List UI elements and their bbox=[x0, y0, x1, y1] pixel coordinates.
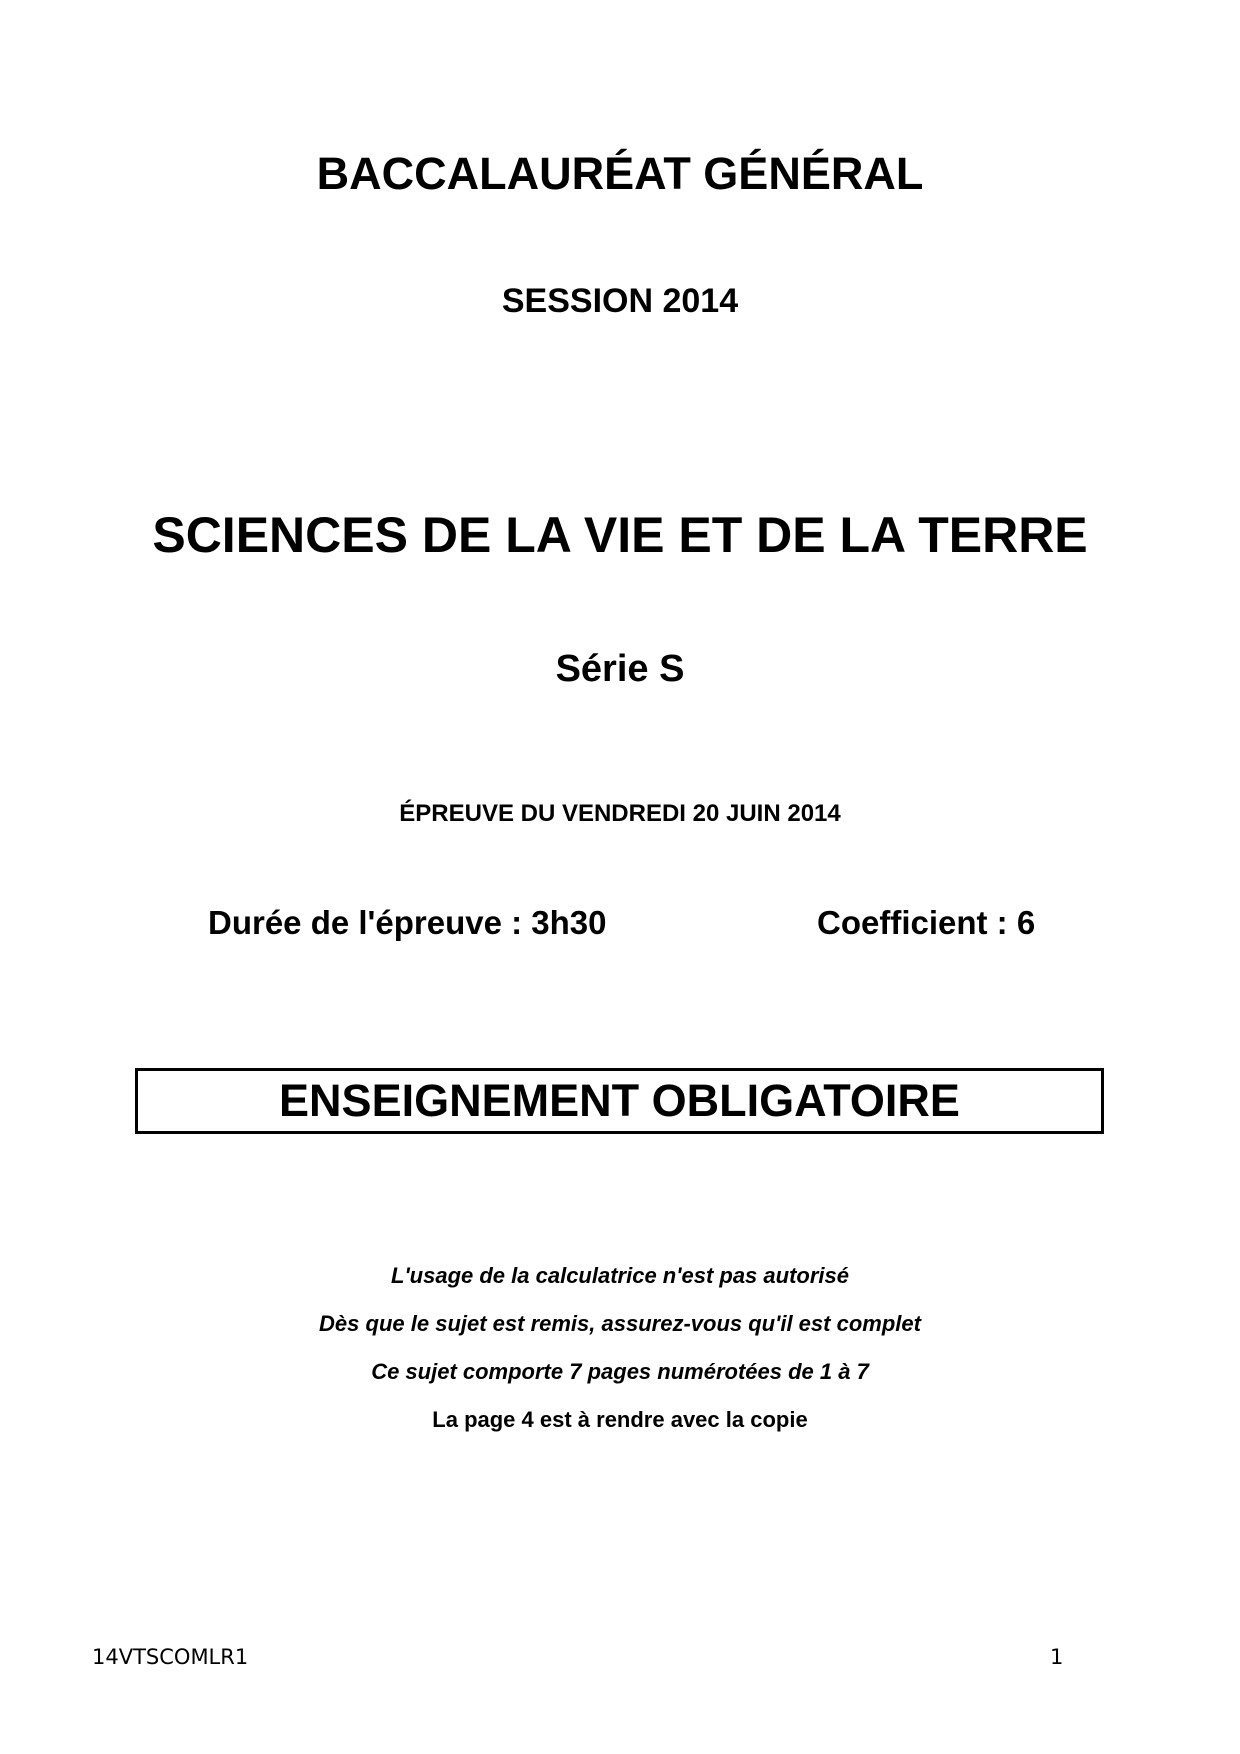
exam-title: BACCALAURÉAT GÉNÉRAL bbox=[316, 148, 924, 199]
session-label: SESSION 2014 bbox=[501, 282, 739, 320]
track-label: ENSEIGNEMENT OBLIGATOIRE bbox=[279, 1075, 960, 1126]
footer-code: 14VTSCOMLR1 bbox=[92, 1645, 249, 1669]
exam-date: ÉPREUVE DU VENDREDI 20 JUIN 2014 bbox=[399, 800, 841, 827]
instruction-page-count: Ce sujet comporte 7 pages numérotées de 1 à 7 bbox=[371, 1359, 869, 1384]
instruction-return-page: La page 4 est à rendre avec la copie bbox=[432, 1407, 808, 1432]
track-box bbox=[135, 1068, 1104, 1134]
page-number: 1 bbox=[1050, 1645, 1064, 1669]
instruction-check-complete: Dès que le sujet est remis, assurez-vous qu'il est complet bbox=[319, 1311, 921, 1336]
instruction-calculator: L'usage de la calculatrice n'est pas autorisé bbox=[391, 1263, 849, 1288]
subject-title: SCIENCES DE LA VIE ET DE LA TERRE bbox=[152, 507, 1088, 563]
series-label: Série S bbox=[555, 648, 685, 690]
instructions-list bbox=[0, 1262, 1240, 1454]
exam-coefficient: Coefficient : 6 bbox=[817, 904, 1036, 941]
exam-duration: Durée de l'épreuve : 3h30 bbox=[208, 904, 607, 941]
